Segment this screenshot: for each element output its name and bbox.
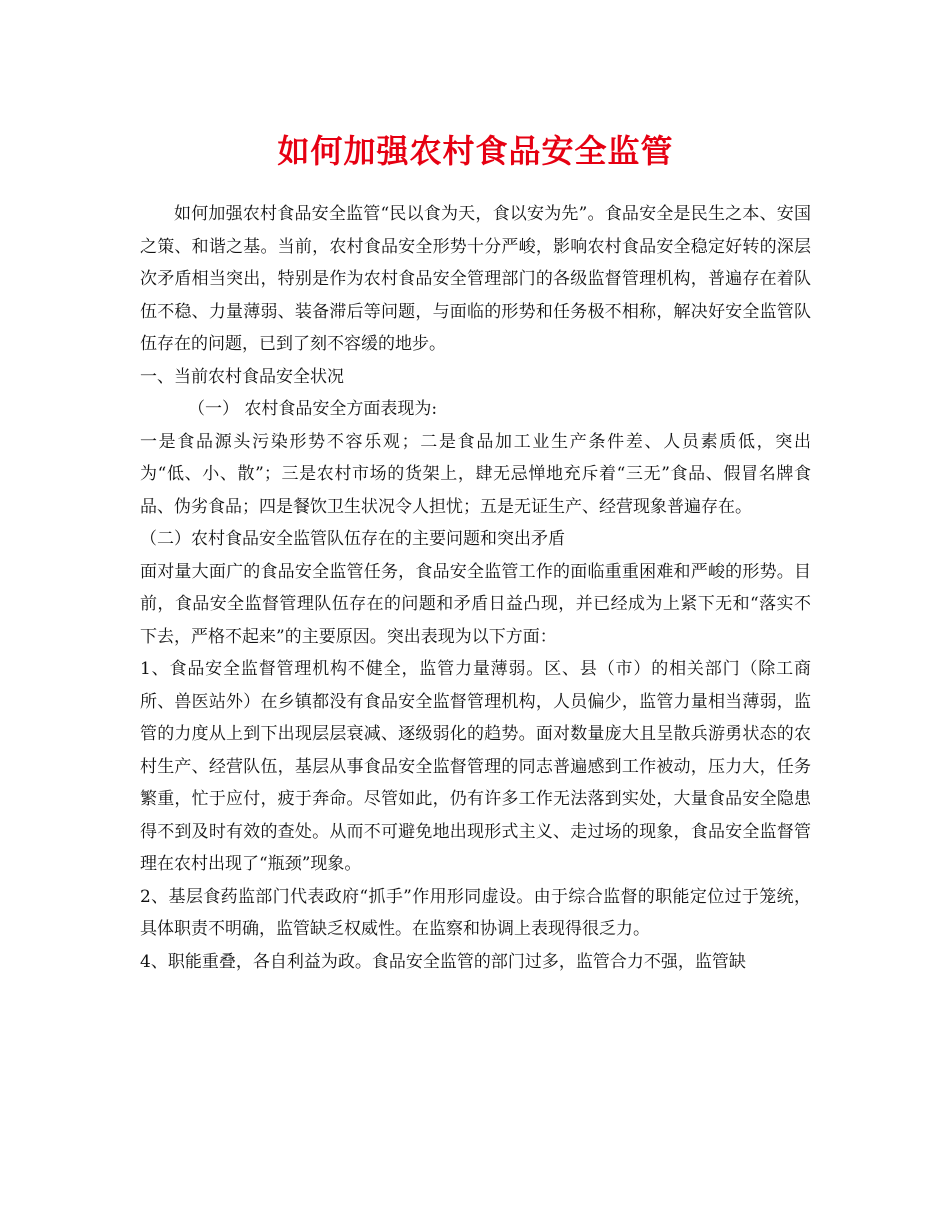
subsection-heading-2: （二）农村食品安全监管队伍存在的主要问题和突出矛盾 <box>140 529 565 549</box>
list-item-1: 1、食品安全监督管理机构不健全，监管力量薄弱。区、县（市）的相关部门（除工商所、兽医站外）在乡镇都没有食品安全监督管理机构，人员偏少，监管力量相当薄弱，监管的力度从上到下出现层层衰减、逐级弱化的趋势。面对数量庞大且呈散兵游勇状态的农村生产、经营队伍，基层从事食品安全监督管理的同志普遍感到工作被动，压力大，任务繁重，忙于应付，疲于奔命。尽管如此，仍有许多工作无法落到实处，大量食品安全隐患得不到及时有效的查处。从而不可避免地出现形式主义、走过场的现象，食品安全监督管理在农村出现了“瓶颈”现象。 <box>140 659 811 874</box>
body-paragraph: 一是食品源头污染形势不容乐观；二是食品加工业生产条件差、人员素质低，突出为“低、小、散”；三是农村市场的货架上，肆无忌惮地充斥着“三无”食品、假冒名牌食品、伪劣食品；四是餐饮卫生状况令人担忧；五是无证生产、经营现象普遍存在。 <box>140 431 811 517</box>
subsection-heading-1: （一） 农村食品安全方面表现为: <box>188 399 438 419</box>
section-heading-1: 一、当前农村食品安全状况 <box>140 366 344 387</box>
body-paragraph: 面对量大面广的食品安全监管任务，食品安全监管工作的面临重重困难和严峻的形势。目前，食品安全监督管理队伍存在的问题和矛盾日益凸现，并已经成为上紧下无和“落实不下去，严格不起来”的主要原因。突出表现为以下方面： <box>140 561 811 647</box>
document-body <box>140 124 811 978</box>
intro-paragraph: 如何加强农村食品安全监管“民以食为天，食以安为先”。食品安全是民生之本、安国之策、和谐之基。当前，农村食品安全形势十分严峻，影响农村食品安全稳定好转的深层次矛盾相当突出，特别是作为农村食品安全管理部门的各级监督管理机构，普遍存在着队伍不稳、力量薄弱、装备滞后等问题，与面临的形势和任务极不相称，解决好安全监管队伍存在的问题，已到了刻不容缓的地步。 <box>140 204 811 354</box>
list-item-4: 4、职能重叠，各自利益为政。食品安全监管的部门过多，监管合力不强，监管缺 <box>140 951 746 972</box>
list-item-2: 2、基层食药监部门代表政府“抓手”作用形同虚设。由于综合监督的职能定位过于笼统，具体职责不明确，监管缺乏权威性。在监察和协调上表现得很乏力。 <box>140 886 811 939</box>
document-title: 如何加强农村食品安全监管 <box>277 132 674 170</box>
